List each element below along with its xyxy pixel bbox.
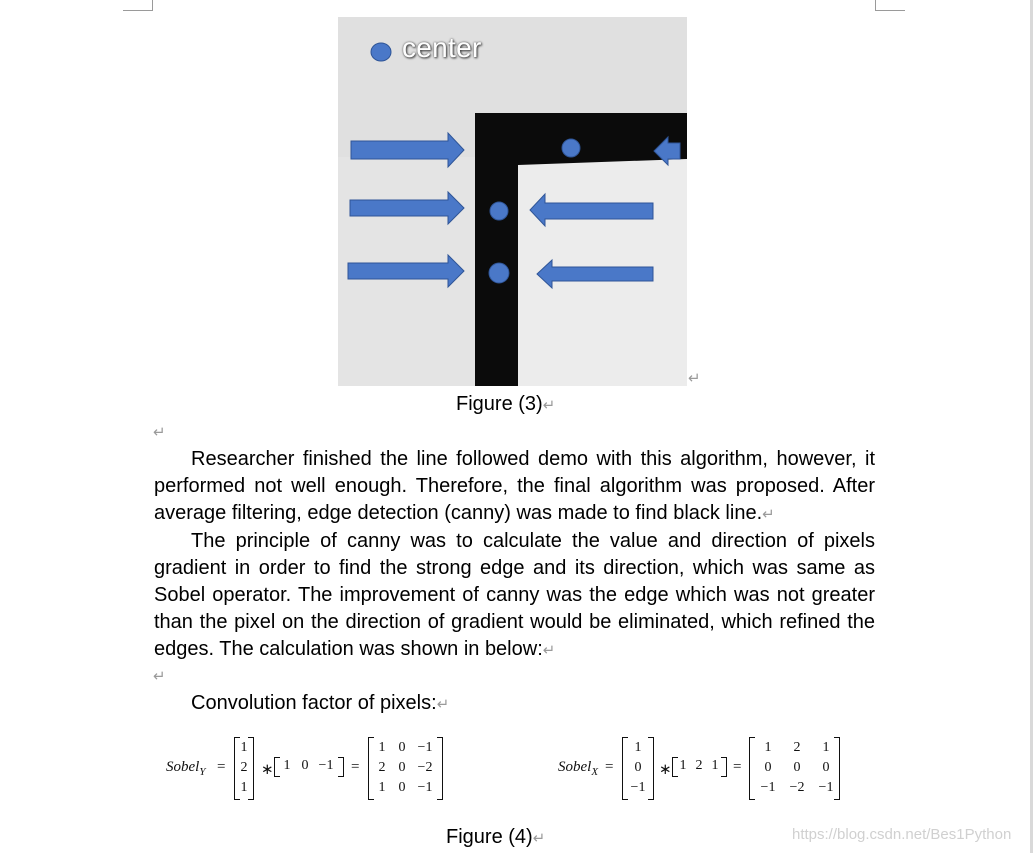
center-dot-3 xyxy=(489,263,509,283)
empty-paragraph-mark: ↵ xyxy=(153,667,166,685)
sobel-y-column-vector: 1 2 1 xyxy=(240,740,248,795)
sobel-x-result-matrix: 1 2 1 0 0 0 −1 −2 −1 xyxy=(760,740,834,795)
figure-3-caption: Figure (3)↵ xyxy=(456,393,556,415)
paragraph-3: Convolution factor of pixels:↵ xyxy=(191,692,450,714)
crop-mark-left xyxy=(123,0,153,11)
sobel-y-row-vector: 1 0 −1 xyxy=(283,758,334,773)
center-dot-1 xyxy=(562,139,580,157)
crop-mark-right xyxy=(875,0,905,11)
figure-4-caption: Figure (4)↵ xyxy=(446,826,546,848)
sobel-x-equation: Sobel$_X$ = 1 0 −1 ∗ 1 2 1 = 1 2 1 0 0 0 −1 −2 −1 xyxy=(558,736,848,802)
sobel-x-column-vector: 1 0 −1 xyxy=(630,740,646,795)
paragraph-1: Researcher finished the line followed demo with this algorithm, however, it performed not well enough. Therefore, the final algorithm was proposed. After average filtering, edge detection (canny) was made to find black line.↵ xyxy=(154,448,875,524)
legend-label: center xyxy=(402,32,482,63)
sobel-x-label: Sobel$_X$ xyxy=(558,759,599,778)
empty-paragraph-mark: ↵ xyxy=(153,423,166,441)
sobel-y-equation: Sobel$_Y$ = 1 2 1 ∗ 1 0 −1 = 1 0 −1 2 0 −2 1 0 −1 xyxy=(166,736,456,802)
line-following-diagram xyxy=(338,17,687,386)
figure-3-photo xyxy=(338,17,687,386)
center-dot-2 xyxy=(490,202,508,220)
paragraph-mark: ↵ xyxy=(688,369,701,387)
legend-center-dot xyxy=(371,43,391,61)
sobel-y-result-matrix: 1 0 −1 2 0 −2 1 0 −1 xyxy=(378,740,433,795)
sobel-x-row-vector: 1 2 1 xyxy=(679,758,719,773)
watermark: https://blog.csdn.net/Bes1Python xyxy=(792,826,1012,843)
paragraph-2: The principle of canny was to calculate the value and direction of pixels gradient in order to find the strong edge and its direction, which was same as Sobel operator. The improvement of canny was the edge which was not greater than the pixel on the direction of gradient would be eliminated, which refined the edges. The calculation was shown in below:↵ xyxy=(154,530,875,660)
sobel-y-label: Sobel$_Y$ xyxy=(166,759,206,778)
